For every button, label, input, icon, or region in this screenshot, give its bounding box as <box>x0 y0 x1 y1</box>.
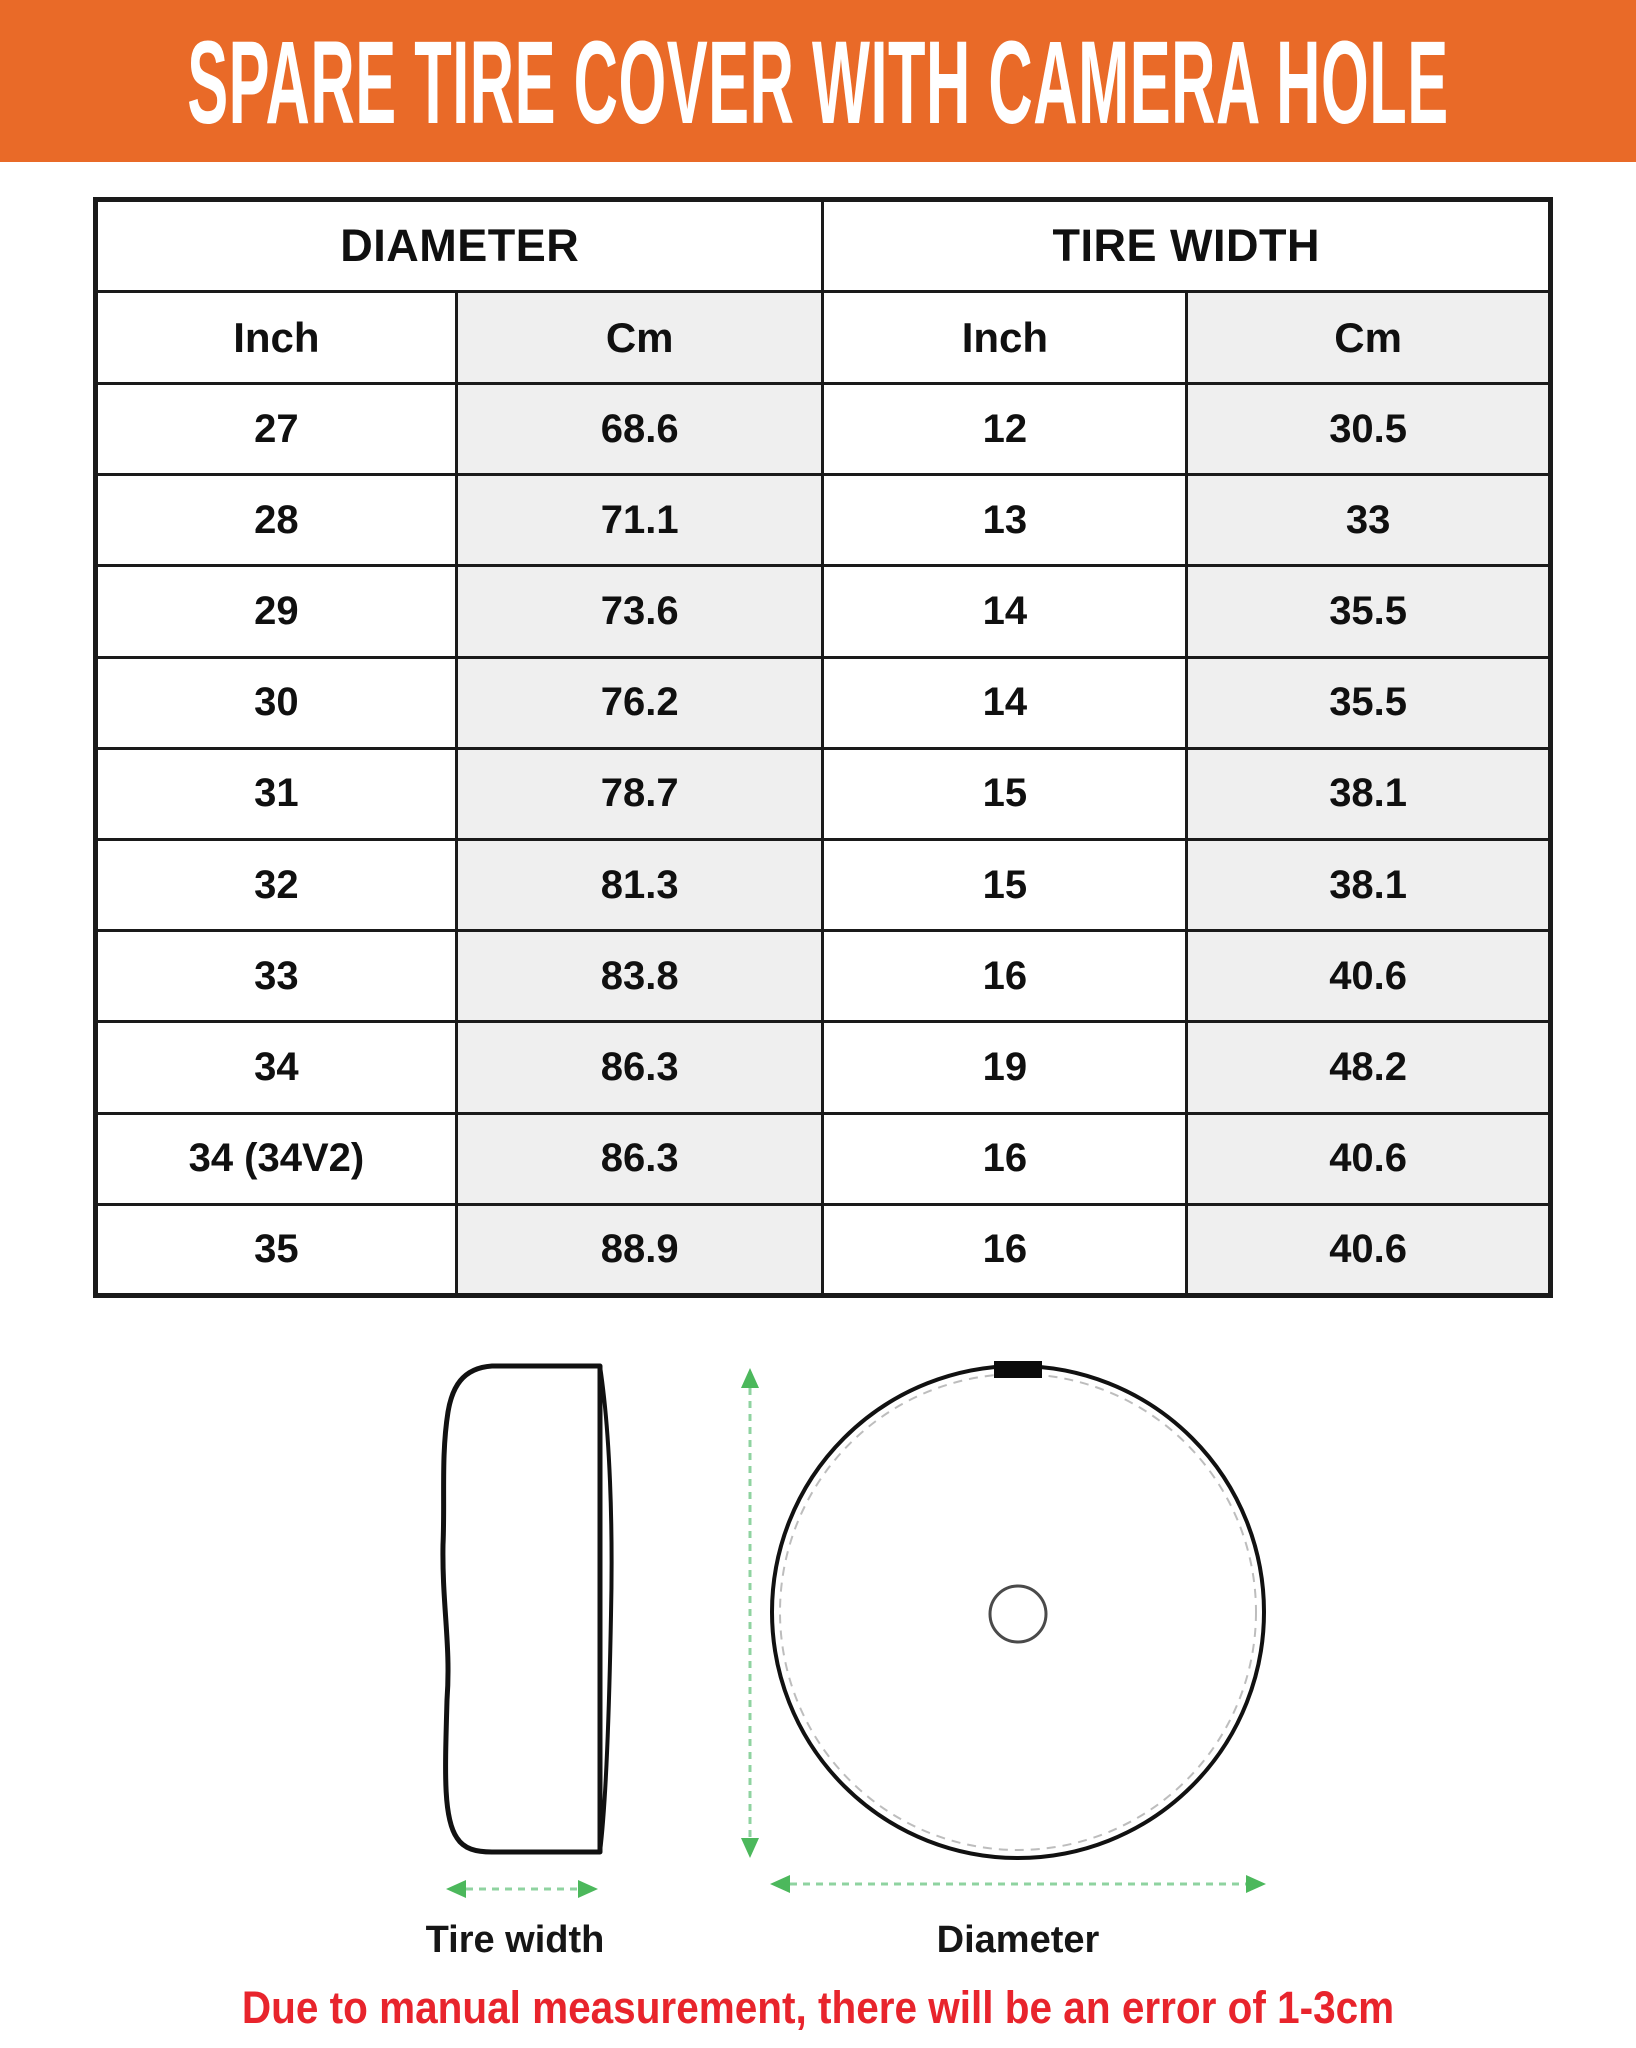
tire-width-cm-header: Cm <box>1187 292 1551 384</box>
cell-tirewidth-inch: 13 <box>823 475 1187 566</box>
cell-tirewidth-cm: 40.6 <box>1187 1113 1551 1204</box>
cell-tirewidth-cm: 38.1 <box>1187 839 1551 930</box>
cell-diameter-inch: 29 <box>96 566 457 657</box>
table-row <box>96 1204 1551 1295</box>
cell-diameter-inch: 35 <box>96 1204 457 1295</box>
cell-diameter-cm: 73.6 <box>456 566 823 657</box>
cell-tirewidth-cm: 35.5 <box>1187 566 1551 657</box>
banner <box>0 0 1636 162</box>
sub-header-row <box>96 292 1551 384</box>
cell-tirewidth-cm: 40.6 <box>1187 931 1551 1022</box>
tire-width-label: Tire width <box>425 1919 605 1961</box>
cell-diameter-cm: 83.8 <box>456 931 823 1022</box>
cell-tirewidth-cm: 40.6 <box>1187 1204 1551 1295</box>
cell-tirewidth-cm: 38.1 <box>1187 748 1551 839</box>
group-header-row <box>96 200 1551 292</box>
camera-hole-circle <box>990 1586 1046 1642</box>
diameter-arrow <box>770 1875 1266 1893</box>
cell-tirewidth-inch: 16 <box>823 1113 1187 1204</box>
cell-diameter-inch: 28 <box>96 475 457 566</box>
cell-diameter-cm: 86.3 <box>456 1022 823 1113</box>
cell-tirewidth-inch: 15 <box>823 748 1187 839</box>
table-row <box>96 748 1551 839</box>
cell-tirewidth-cm: 30.5 <box>1187 384 1551 475</box>
cell-tirewidth-cm: 48.2 <box>1187 1022 1551 1113</box>
cell-tirewidth-inch: 14 <box>823 566 1187 657</box>
table-row <box>96 1113 1551 1204</box>
cell-diameter-cm: 86.3 <box>456 1113 823 1204</box>
table-row <box>96 566 1551 657</box>
cell-diameter-cm: 88.9 <box>456 1204 823 1295</box>
cell-diameter-cm: 68.6 <box>456 384 823 475</box>
cell-diameter-cm: 76.2 <box>456 657 823 748</box>
vertical-diameter-arrow <box>741 1368 759 1858</box>
tire-width-group-header: TIRE WIDTH <box>823 200 1551 292</box>
table-row <box>96 657 1551 748</box>
measurement-note: Due to manual measurement, there will be an error of 1-3cm <box>241 1982 1395 2033</box>
cell-tirewidth-inch: 19 <box>823 1022 1187 1113</box>
cell-tirewidth-inch: 16 <box>823 1204 1187 1295</box>
size-table <box>93 197 1553 1298</box>
cell-diameter-inch: 34 (34V2) <box>96 1113 457 1204</box>
cell-diameter-inch: 31 <box>96 748 457 839</box>
tire-width-arrow <box>446 1880 598 1898</box>
valve-marker <box>994 1361 1042 1378</box>
table-row <box>96 384 1551 475</box>
cell-tirewidth-inch: 14 <box>823 657 1187 748</box>
tire-body <box>443 1366 600 1852</box>
cell-tirewidth-inch: 15 <box>823 839 1187 930</box>
cell-diameter-inch: 33 <box>96 931 457 1022</box>
page-title: SPARE TIRE COVER WITH CAMERA HOLE <box>187 17 1449 149</box>
cell-diameter-inch: 32 <box>96 839 457 930</box>
diameter-inch-header: Inch <box>96 292 457 384</box>
cell-diameter-inch: 30 <box>96 657 457 748</box>
cell-diameter-cm: 78.7 <box>456 748 823 839</box>
cell-diameter-cm: 81.3 <box>456 839 823 930</box>
cell-diameter-inch: 34 <box>96 1022 457 1113</box>
table-row <box>96 1022 1551 1113</box>
table-row <box>96 931 1551 1022</box>
diameter-group-header: DIAMETER <box>96 200 823 292</box>
side-view-tire <box>443 1366 612 1852</box>
cell-diameter-inch: 27 <box>96 384 457 475</box>
cell-tirewidth-cm: 35.5 <box>1187 657 1551 748</box>
cell-tirewidth-inch: 16 <box>823 931 1187 1022</box>
tire-front-view <box>772 1361 1264 1858</box>
cell-diameter-cm: 71.1 <box>456 475 823 566</box>
diameter-label: Diameter <box>936 1919 1100 1961</box>
table-row <box>96 475 1551 566</box>
diameter-cm-header: Cm <box>456 292 823 384</box>
diagram-svg <box>0 1340 1636 1990</box>
table-row <box>96 839 1551 930</box>
cell-tirewidth-cm: 33 <box>1187 475 1551 566</box>
cell-tirewidth-inch: 12 <box>823 384 1187 475</box>
table-body <box>96 384 1551 1296</box>
tire-width-inch-header: Inch <box>823 292 1187 384</box>
